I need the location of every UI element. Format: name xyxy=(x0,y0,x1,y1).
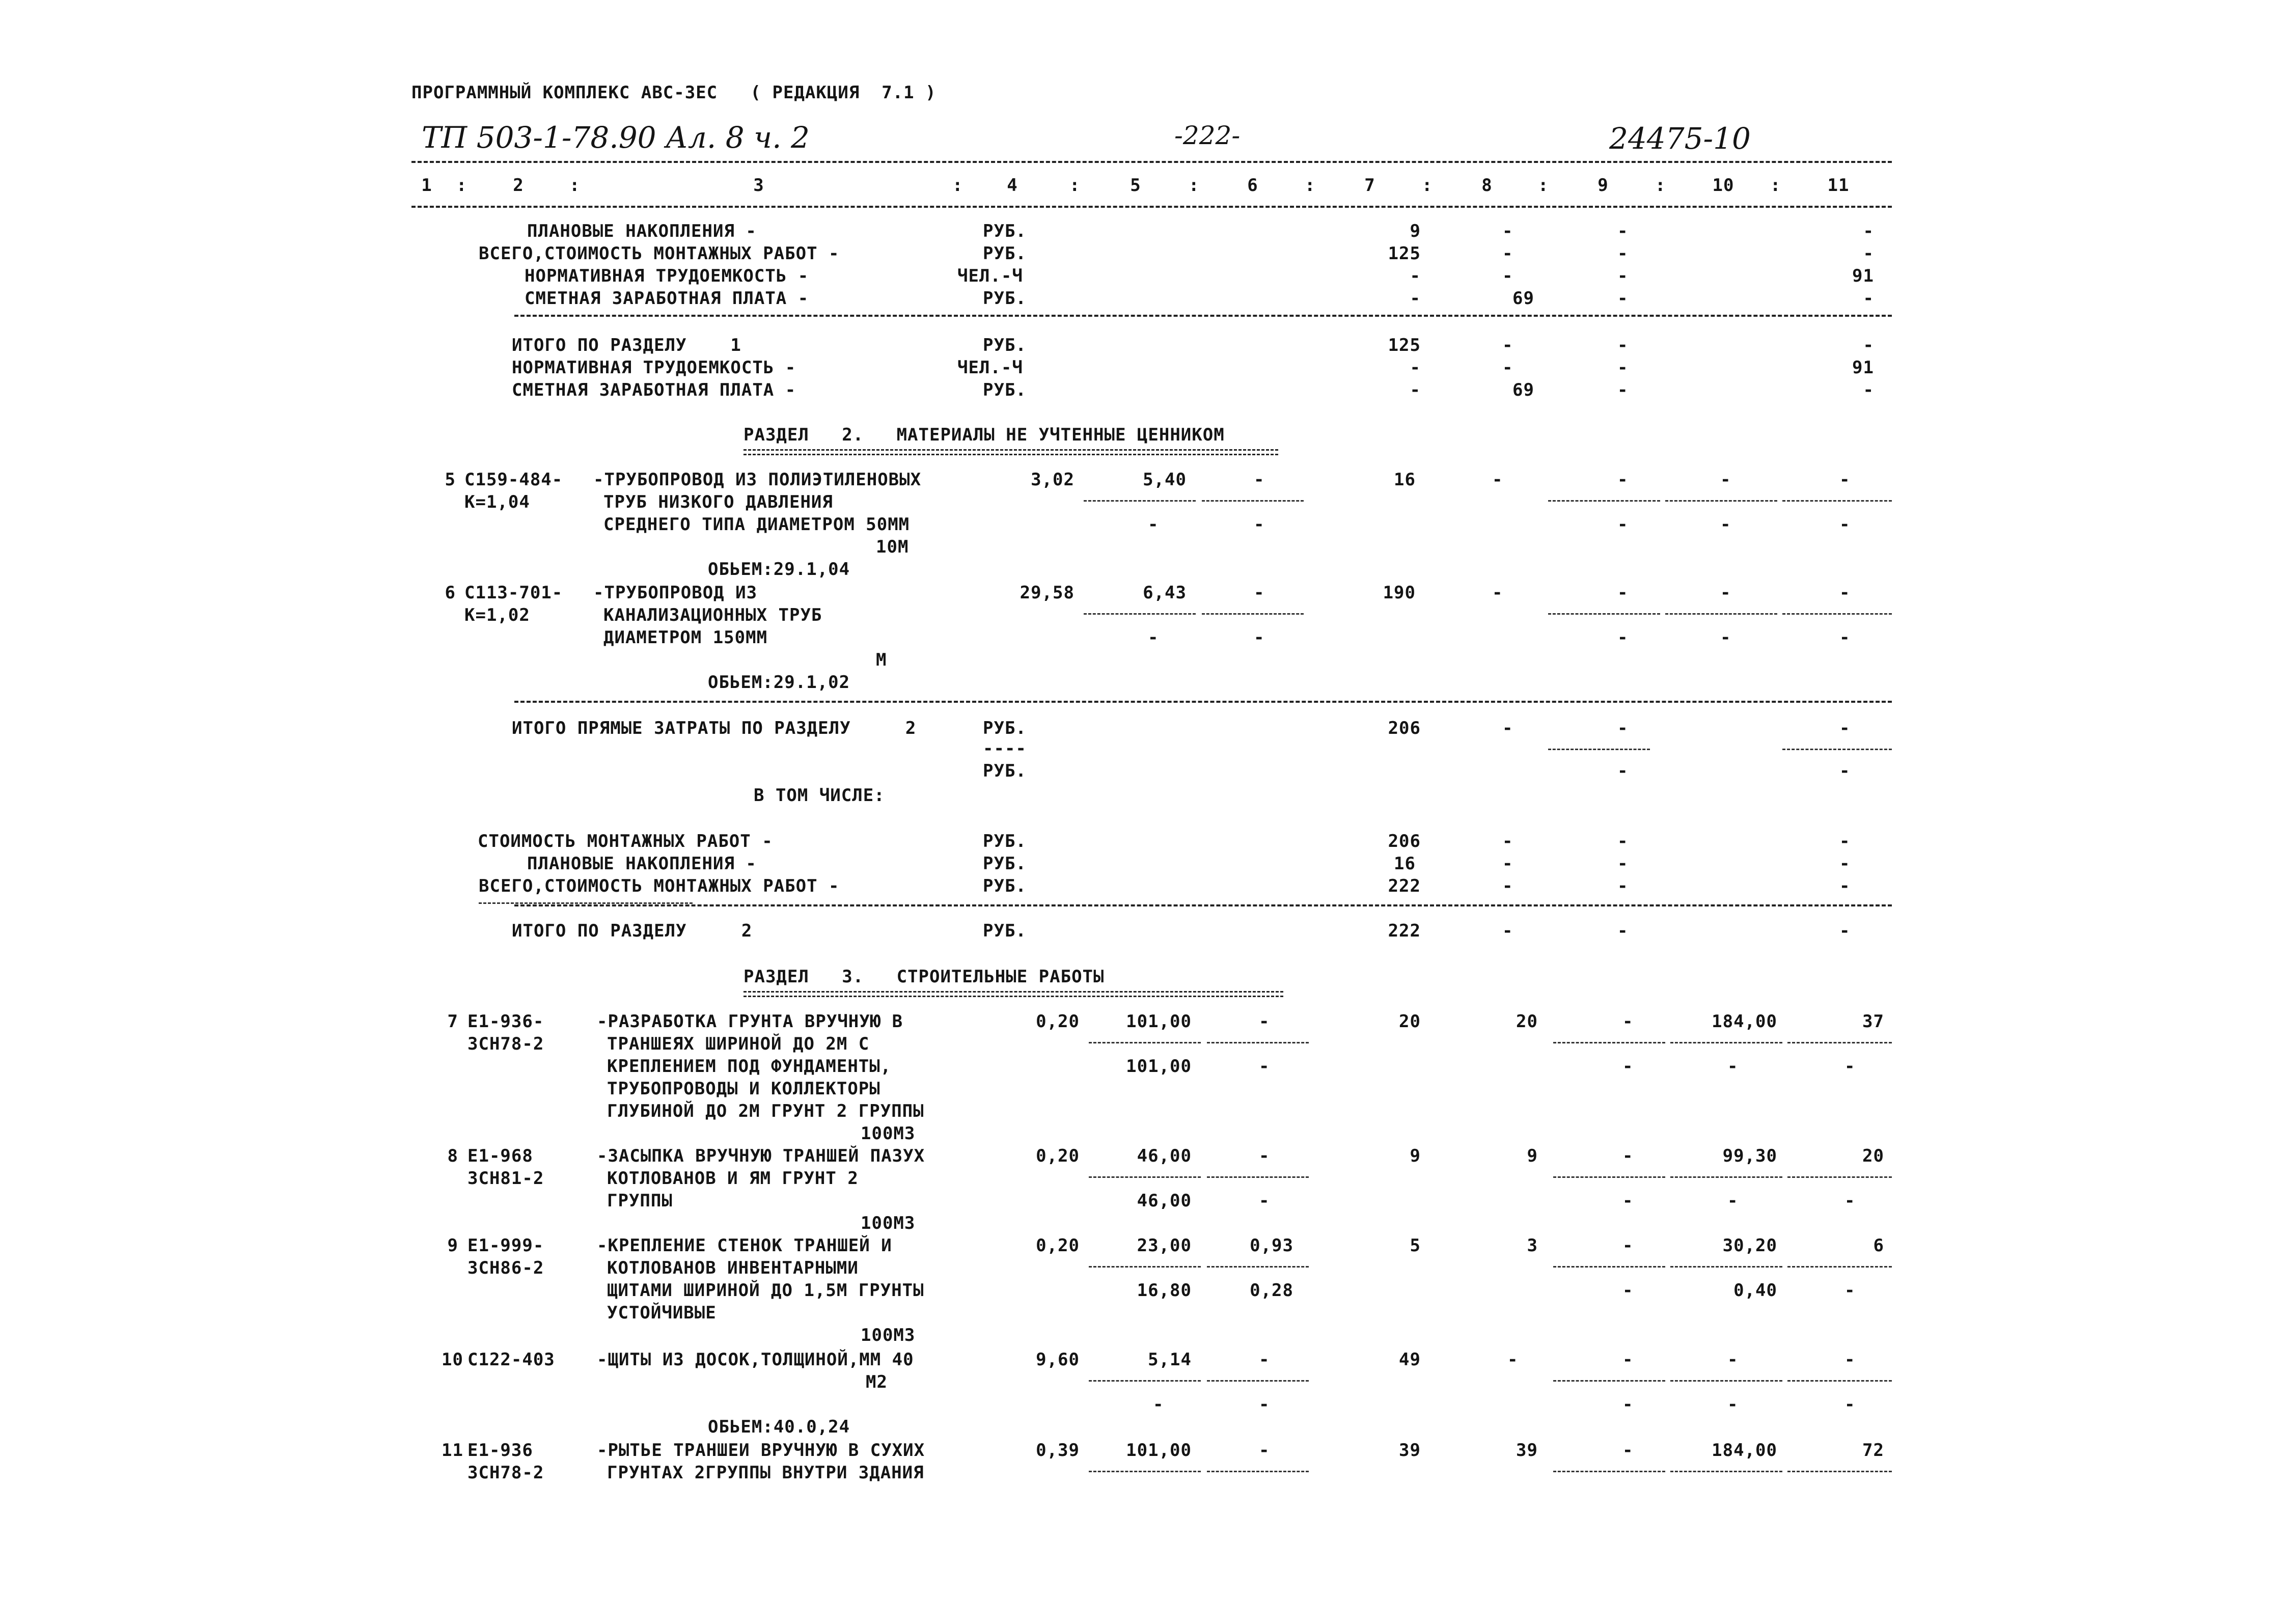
row-unit: ЧЕЛ.-Ч xyxy=(957,357,1023,378)
cell-c11: - xyxy=(1863,243,1874,264)
cell-c11: - xyxy=(1863,221,1874,241)
cell-c9: - xyxy=(1617,288,1629,309)
cell-c9: - xyxy=(1617,921,1629,941)
cell-c4: 3,02 xyxy=(1031,470,1075,490)
subtotal-rule xyxy=(1787,1176,1892,1178)
including-label: В ТОМ ЧИСЛЕ: xyxy=(754,785,885,806)
cell-c11: 20 xyxy=(1862,1146,1884,1166)
section2-title: РАЗДЕЛ 2. МАТЕРИАЛЫ НЕ УЧТЕННЫЕ ЦЕННИКОМ xyxy=(743,425,1225,445)
row-label: ВСЕГО,СТОИМОСТЬ МОНТАЖНЫХ РАБОТ - xyxy=(479,876,840,896)
cell-c5: - xyxy=(1153,1394,1164,1415)
cell-c8: - xyxy=(1502,718,1513,738)
cell-c9: - xyxy=(1622,1056,1634,1077)
item-unit: 100М3 xyxy=(861,1325,916,1345)
item-description: -ЩИТЫ ИЗ ДОСОК,ТОЛЩИНОЙ,ММ 40 xyxy=(597,1350,914,1370)
cell-c11: - xyxy=(1844,1056,1856,1077)
cell-c11: - xyxy=(1839,514,1851,535)
cell-c7: - xyxy=(1410,357,1421,378)
cell-c6: - xyxy=(1259,1350,1270,1370)
cell-c7: 9 xyxy=(1410,1146,1421,1166)
row-unit: РУБ. xyxy=(983,221,1027,241)
subtotal-rule xyxy=(1207,1266,1309,1268)
unit-underline: ---- xyxy=(983,738,1027,759)
item-unit: 100М3 xyxy=(861,1213,916,1233)
row-unit: РУБ. xyxy=(983,718,1027,738)
subtotal-rule xyxy=(1670,1380,1782,1382)
row-unit: РУБ. xyxy=(983,335,1027,355)
cell-c4: 0,20 xyxy=(1036,1011,1080,1032)
header-rule-bottom xyxy=(411,206,1892,208)
cell-c11: - xyxy=(1839,583,1851,603)
row-label: ИТОГО ПО РАЗДЕЛУ 1 xyxy=(512,335,741,355)
cell-c6: - xyxy=(1259,1011,1270,1032)
cell-c8: 20 xyxy=(1516,1011,1538,1032)
cell-c11: - xyxy=(1844,1394,1856,1415)
cell-c10: - xyxy=(1727,1394,1739,1415)
cell-c6: - xyxy=(1259,1056,1270,1077)
item-description: КОТЛОВАНОВ И ЯМ ГРУНТ 2 xyxy=(607,1168,859,1189)
cell-c7: 190 xyxy=(1383,583,1416,603)
cell-c9: - xyxy=(1622,1191,1634,1211)
item-description: УСТОЙЧИВЫЕ xyxy=(607,1303,717,1323)
item-code: Е1-968 xyxy=(467,1146,533,1166)
cell-c6: - xyxy=(1254,583,1265,603)
cell-c9: - xyxy=(1617,243,1629,264)
subtotal-rule xyxy=(1553,1266,1665,1268)
item-code: Е1-936 xyxy=(467,1440,533,1461)
col-separator: : xyxy=(1538,175,1549,196)
item-description: КРЕПЛЕНИЕМ ПОД ФУНДАМЕНТЫ, xyxy=(607,1056,892,1077)
cell-c11: 6 xyxy=(1873,1235,1884,1256)
cell-c10: 99,30 xyxy=(1722,1146,1777,1166)
cell-c11: - xyxy=(1839,761,1851,781)
cell-c4: 0,39 xyxy=(1036,1440,1080,1461)
cell-c11: - xyxy=(1844,1280,1856,1301)
item-number: 9 xyxy=(447,1235,458,1256)
item-description: -КРЕПЛЕНИЕ СТЕНОК ТРАНШЕЙ И xyxy=(597,1235,892,1256)
cell-c11: - xyxy=(1839,627,1851,648)
cell-c8: - xyxy=(1502,876,1513,896)
row-label: ПЛАНОВЫЕ НАКОПЛЕНИЯ - xyxy=(527,854,757,874)
item-coefficient: К=1,02 xyxy=(464,605,530,625)
item-description: СРЕДНЕГО ТИПА ДИАМЕТРОМ 50ММ xyxy=(603,514,910,535)
item-description: -РЫТЬЕ ТРАНШЕИ ВРУЧНУЮ В СУХИХ xyxy=(597,1440,925,1461)
cell-c10: 184,00 xyxy=(1712,1011,1777,1032)
cell-c10: 0,40 xyxy=(1733,1280,1777,1301)
item-coefficient: К=1,04 xyxy=(464,492,530,512)
cell-c8: - xyxy=(1502,221,1513,241)
cell-c5: 101,00 xyxy=(1126,1440,1192,1461)
cell-c9: - xyxy=(1617,876,1629,896)
cell-c11: - xyxy=(1839,831,1851,851)
subtotal-rule xyxy=(1670,1176,1782,1178)
cell-c8: 69 xyxy=(1512,380,1534,400)
document-code: ТП 503-1-78.90 Ал. 8 ч. 2 xyxy=(422,120,810,155)
cell-c8: - xyxy=(1492,470,1503,490)
col-separator: : xyxy=(952,175,963,196)
cell-c10: - xyxy=(1727,1056,1739,1077)
subtotal-rule xyxy=(1202,613,1304,615)
item-description: ТРУБОПРОВОДЫ И КОЛЛЕКТОРЫ xyxy=(607,1079,880,1099)
cell-c10: 184,00 xyxy=(1712,1440,1777,1461)
cell-c7: 206 xyxy=(1388,718,1421,738)
row-label: ПЛАНОВЫЕ НАКОПЛЕНИЯ - xyxy=(527,221,757,241)
cell-c5: 6,43 xyxy=(1143,583,1187,603)
cell-c9: - xyxy=(1617,761,1629,781)
cell-c9: - xyxy=(1617,627,1629,648)
row-label: ИТОГО ПО РАЗДЕЛУ 2 xyxy=(512,921,753,941)
col-number: 5 xyxy=(1130,175,1141,196)
cell-c8: - xyxy=(1502,243,1513,264)
item-code: Е1-936- xyxy=(467,1011,544,1032)
short-rule xyxy=(479,902,693,904)
subtotal-rule xyxy=(1665,500,1777,502)
item-unit: 10М xyxy=(876,537,909,557)
row-unit: РУБ. xyxy=(983,380,1027,400)
item-number: 6 xyxy=(445,583,456,603)
cell-c11: - xyxy=(1844,1191,1856,1211)
cell-c9: - xyxy=(1617,470,1629,490)
cell-c8: 39 xyxy=(1516,1440,1538,1461)
subtotal-rule xyxy=(1089,1471,1201,1472)
cell-c9: - xyxy=(1617,357,1629,378)
row-unit: ЧЕЛ.-Ч xyxy=(957,266,1023,286)
cell-c9: - xyxy=(1622,1394,1634,1415)
item-code: С113-701- xyxy=(464,583,563,603)
item-description: КОТЛОВАНОВ ИНВЕНТАРНЫМИ xyxy=(607,1258,859,1278)
cell-c11: - xyxy=(1863,380,1874,400)
col-number: 1 xyxy=(421,175,432,196)
cell-c11: - xyxy=(1863,335,1874,355)
row-label: ВСЕГО,СТОИМОСТЬ МОНТАЖНЫХ РАБОТ - xyxy=(479,243,840,264)
col-separator: : xyxy=(1655,175,1666,196)
col-number: 4 xyxy=(1007,175,1018,196)
cell-c7: 16 xyxy=(1394,470,1416,490)
col-separator: : xyxy=(1422,175,1433,196)
cell-c6: 0,28 xyxy=(1250,1280,1293,1301)
subtotal-rule xyxy=(1787,1471,1892,1472)
row-unit: РУБ. xyxy=(983,921,1027,941)
item-unit: М xyxy=(876,650,887,670)
section2-rule xyxy=(514,701,1892,703)
cell-c9: - xyxy=(1617,514,1629,535)
subtotal-rule xyxy=(1548,613,1660,615)
subtotal-rule xyxy=(1548,500,1660,502)
item-description: ТРАНШЕЯХ ШИРИНОЙ ДО 2М С xyxy=(607,1034,870,1054)
item-number: 5 xyxy=(445,470,456,490)
cell-c9: - xyxy=(1617,854,1629,874)
row-label: НОРМАТИВНАЯ ТРУДОЕМКОСТЬ - xyxy=(512,357,796,378)
cell-c5: 46,00 xyxy=(1137,1191,1192,1211)
cell-c8: 3 xyxy=(1527,1235,1538,1256)
row-unit: РУБ. xyxy=(983,831,1027,851)
cell-c7: 39 xyxy=(1399,1440,1421,1461)
item-code: С122-403 xyxy=(467,1350,555,1370)
registration-number: 24475-10 xyxy=(1609,121,1751,156)
item-description: ГРУНТАХ 2ГРУППЫ ВНУТРИ ЗДАНИЯ xyxy=(607,1463,924,1483)
subtotal-rule xyxy=(1553,1042,1665,1043)
cell-c10: - xyxy=(1720,583,1731,603)
cell-c10: - xyxy=(1720,514,1731,535)
cell-c11: - xyxy=(1839,718,1851,738)
cell-c7: 5 xyxy=(1410,1235,1421,1256)
cell-c7: 16 xyxy=(1394,854,1416,874)
cell-c7: 9 xyxy=(1410,221,1421,241)
cell-c11: - xyxy=(1839,921,1851,941)
col-separator: : xyxy=(1305,175,1316,196)
cell-c11: 37 xyxy=(1862,1011,1884,1032)
cell-c9: - xyxy=(1622,1011,1634,1032)
row-label: ИТОГО ПРЯМЫЕ ЗАТРАТЫ ПО РАЗДЕЛУ 2 xyxy=(512,718,917,738)
cell-c8: 69 xyxy=(1512,288,1534,309)
subtotal-rule xyxy=(1089,1042,1201,1043)
subtotal-rule xyxy=(1782,613,1892,615)
cell-c10: 30,20 xyxy=(1722,1235,1777,1256)
program-title: ПРОГРАММНЫЙ КОМПЛЕКС АВС-ЗЕС ( РЕДАКЦИЯ 7.1 ) xyxy=(411,82,937,103)
row-unit: РУБ. xyxy=(983,761,1027,781)
subtotal-rule xyxy=(1787,1042,1892,1043)
item-description: ДИАМЕТРОМ 150ММ xyxy=(603,627,768,648)
cell-c9: - xyxy=(1617,583,1629,603)
cell-c8: - xyxy=(1492,583,1503,603)
cell-c9: - xyxy=(1617,266,1629,286)
item-volume: ОБЬЕМ:40.0,24 xyxy=(708,1417,850,1437)
subtotal-rule xyxy=(1207,1176,1309,1178)
cell-c9: - xyxy=(1617,718,1629,738)
subtotal-rule xyxy=(1089,1380,1201,1382)
item-volume: ОБЬЕМ:29.1,04 xyxy=(708,559,850,580)
subtotal-rule xyxy=(1553,1380,1665,1382)
col-number: 3 xyxy=(753,175,764,196)
cell-c8: - xyxy=(1502,831,1513,851)
subtotal-rule xyxy=(1787,1380,1892,1382)
cell-c6: - xyxy=(1259,1146,1270,1166)
cell-c7: 125 xyxy=(1388,335,1421,355)
cell-c7: 206 xyxy=(1388,831,1421,851)
cell-c5: 5,14 xyxy=(1148,1350,1192,1370)
row-label: СМЕТНАЯ ЗАРАБОТНАЯ ПЛАТА - xyxy=(512,380,796,400)
item-description: -ТРУБОПРОВОД ИЗ xyxy=(593,583,758,603)
cell-c7: - xyxy=(1410,380,1421,400)
item-code: С159-484- xyxy=(464,470,563,490)
subtotal-rule xyxy=(1084,500,1196,502)
cell-c9: - xyxy=(1617,335,1629,355)
section2-total-rule xyxy=(514,904,1892,906)
cell-c11: - xyxy=(1839,876,1851,896)
col-number: 6 xyxy=(1247,175,1258,196)
subtotal-rule xyxy=(1207,1380,1309,1382)
subtotal-rule xyxy=(1089,1176,1201,1178)
cell-c9: - xyxy=(1617,221,1629,241)
cell-c4: 0,20 xyxy=(1036,1235,1080,1256)
subtotal-rule xyxy=(1553,1471,1665,1472)
cell-c11: - xyxy=(1863,288,1874,309)
row-unit: РУБ. xyxy=(983,243,1027,264)
cell-c5: - xyxy=(1148,627,1159,648)
cell-c11: - xyxy=(1839,854,1851,874)
cell-c8: 9 xyxy=(1527,1146,1538,1166)
cell-c7: - xyxy=(1410,266,1421,286)
row-unit: РУБ. xyxy=(983,854,1027,874)
cell-c8: - xyxy=(1502,335,1513,355)
item-unit: 100М3 xyxy=(861,1123,916,1144)
cell-c11: - xyxy=(1844,1350,1856,1370)
col-number: 8 xyxy=(1481,175,1493,196)
cell-c7: 49 xyxy=(1399,1350,1421,1370)
item-volume: ОБЬЕМ:29.1,02 xyxy=(708,672,850,693)
item-description: ЩИТАМИ ШИРИНОЙ ДО 1,5М ГРУНТЫ xyxy=(607,1280,924,1301)
item-coefficient: ЗСН86-2 xyxy=(467,1258,544,1278)
cell-c11: 91 xyxy=(1852,266,1874,286)
cell-c10: - xyxy=(1720,627,1731,648)
cell-c11: - xyxy=(1839,470,1851,490)
item-code: Е1-999- xyxy=(467,1235,544,1256)
cell-c7: - xyxy=(1410,288,1421,309)
cell-c6: - xyxy=(1259,1191,1270,1211)
cell-c10: - xyxy=(1727,1350,1739,1370)
subtotal-rule xyxy=(1670,1042,1782,1043)
item-description: ГРУППЫ xyxy=(607,1191,673,1211)
col-separator: : xyxy=(1189,175,1200,196)
subtotal-rule xyxy=(1670,1266,1782,1268)
col-separator: : xyxy=(569,175,581,196)
cell-c6: 0,93 xyxy=(1250,1235,1293,1256)
cell-c4: 0,20 xyxy=(1036,1146,1080,1166)
cell-c6: - xyxy=(1254,514,1265,535)
row-label: НОРМАТИВНАЯ ТРУДОЕМКОСТЬ - xyxy=(525,266,809,286)
subtotal-rule xyxy=(1089,1266,1201,1268)
cell-c9: - xyxy=(1622,1235,1634,1256)
subtotal-rule xyxy=(1782,749,1892,750)
cell-c6: - xyxy=(1259,1394,1270,1415)
section3-title-underline xyxy=(743,991,1283,997)
subtotal-rule xyxy=(1202,500,1304,502)
cell-c10: - xyxy=(1720,470,1731,490)
item-description: -ТРУБОПРОВОД ИЗ ПОЛИЭТИЛЕНОВЫХ xyxy=(593,470,922,490)
cell-c9: - xyxy=(1617,831,1629,851)
row-unit: РУБ. xyxy=(983,288,1027,309)
item-unit: М2 xyxy=(866,1372,888,1392)
item-number: 7 xyxy=(447,1011,458,1032)
cell-c7: 222 xyxy=(1388,921,1421,941)
cell-c5: 101,00 xyxy=(1126,1011,1192,1032)
cell-c6: - xyxy=(1254,470,1265,490)
page-number: -222- xyxy=(1174,121,1241,150)
cell-c7: 20 xyxy=(1399,1011,1421,1032)
subtotal-rule xyxy=(1207,1471,1309,1472)
item-number: 10 xyxy=(442,1350,463,1370)
col-number: 9 xyxy=(1598,175,1609,196)
row-label: СМЕТНАЯ ЗАРАБОТНАЯ ПЛАТА - xyxy=(525,288,809,309)
subtotal-rule xyxy=(1787,1266,1892,1268)
cell-c11: 91 xyxy=(1852,357,1874,378)
subtotal-rule xyxy=(1207,1042,1309,1043)
col-number: 7 xyxy=(1364,175,1375,196)
cell-c8: - xyxy=(1507,1350,1519,1370)
section1-rule xyxy=(514,315,1892,317)
cell-c9: - xyxy=(1622,1440,1634,1461)
col-separator: : xyxy=(456,175,467,196)
cell-c7: 125 xyxy=(1388,243,1421,264)
subtotal-rule xyxy=(1548,749,1650,750)
cell-c4: 29,58 xyxy=(1020,583,1075,603)
cell-c9: - xyxy=(1622,1350,1634,1370)
item-number: 8 xyxy=(447,1146,458,1166)
col-number: 2 xyxy=(513,175,524,196)
cell-c9: - xyxy=(1622,1280,1634,1301)
subtotal-rule xyxy=(1782,500,1892,502)
item-coefficient: ЗСН78-2 xyxy=(467,1034,544,1054)
cell-c6: - xyxy=(1259,1440,1270,1461)
subtotal-rule xyxy=(1665,613,1777,615)
cell-c9: - xyxy=(1622,1146,1634,1166)
cell-c6: - xyxy=(1254,627,1265,648)
subtotal-rule xyxy=(1670,1471,1782,1472)
item-description: -РАЗРАБОТКА ГРУНТА ВРУЧНУЮ В xyxy=(597,1011,903,1032)
col-number: 10 xyxy=(1712,175,1734,196)
row-unit: РУБ. xyxy=(983,876,1027,896)
cell-c9: - xyxy=(1617,380,1629,400)
cell-c8: - xyxy=(1502,357,1513,378)
section3-title: РАЗДЕЛ 3. СТРОИТЕЛЬНЫЕ РАБОТЫ xyxy=(743,967,1105,987)
cell-c5: - xyxy=(1148,514,1159,535)
cell-c4: 9,60 xyxy=(1036,1350,1080,1370)
item-description: ГЛУБИНОЙ ДО 2М ГРУНТ 2 ГРУППЫ xyxy=(607,1101,924,1121)
col-separator: : xyxy=(1770,175,1781,196)
col-number: 11 xyxy=(1827,175,1850,196)
cell-c10: - xyxy=(1727,1191,1739,1211)
cell-c7: 222 xyxy=(1388,876,1421,896)
item-number: 11 xyxy=(442,1440,463,1461)
cell-c5: 101,00 xyxy=(1126,1056,1192,1077)
cell-c8: - xyxy=(1502,921,1513,941)
section2-title-underline xyxy=(743,449,1278,455)
header-rule-top xyxy=(411,161,1892,163)
cell-c5: 5,40 xyxy=(1143,470,1187,490)
cell-c8: - xyxy=(1502,854,1513,874)
cell-c5: 16,80 xyxy=(1137,1280,1192,1301)
cell-c11: 72 xyxy=(1862,1440,1884,1461)
subtotal-rule xyxy=(1553,1176,1665,1178)
item-description: ТРУБ НИЗКОГО ДАВЛЕНИЯ xyxy=(603,492,833,512)
item-description: КАНАЛИЗАЦИОННЫХ ТРУБ xyxy=(603,605,822,625)
col-separator: : xyxy=(1069,175,1081,196)
cell-c5: 23,00 xyxy=(1137,1235,1192,1256)
cell-c5: 46,00 xyxy=(1137,1146,1192,1166)
cell-c8: - xyxy=(1502,266,1513,286)
item-description: -ЗАСЫПКА ВРУЧНУЮ ТРАНШЕЙ ПАЗУХ xyxy=(597,1146,925,1166)
row-label: СТОИМОСТЬ МОНТАЖНЫХ РАБОТ - xyxy=(478,831,773,851)
item-coefficient: ЗСН78-2 xyxy=(467,1463,544,1483)
subtotal-rule xyxy=(1084,613,1196,615)
item-coefficient: ЗСН81-2 xyxy=(467,1168,544,1189)
